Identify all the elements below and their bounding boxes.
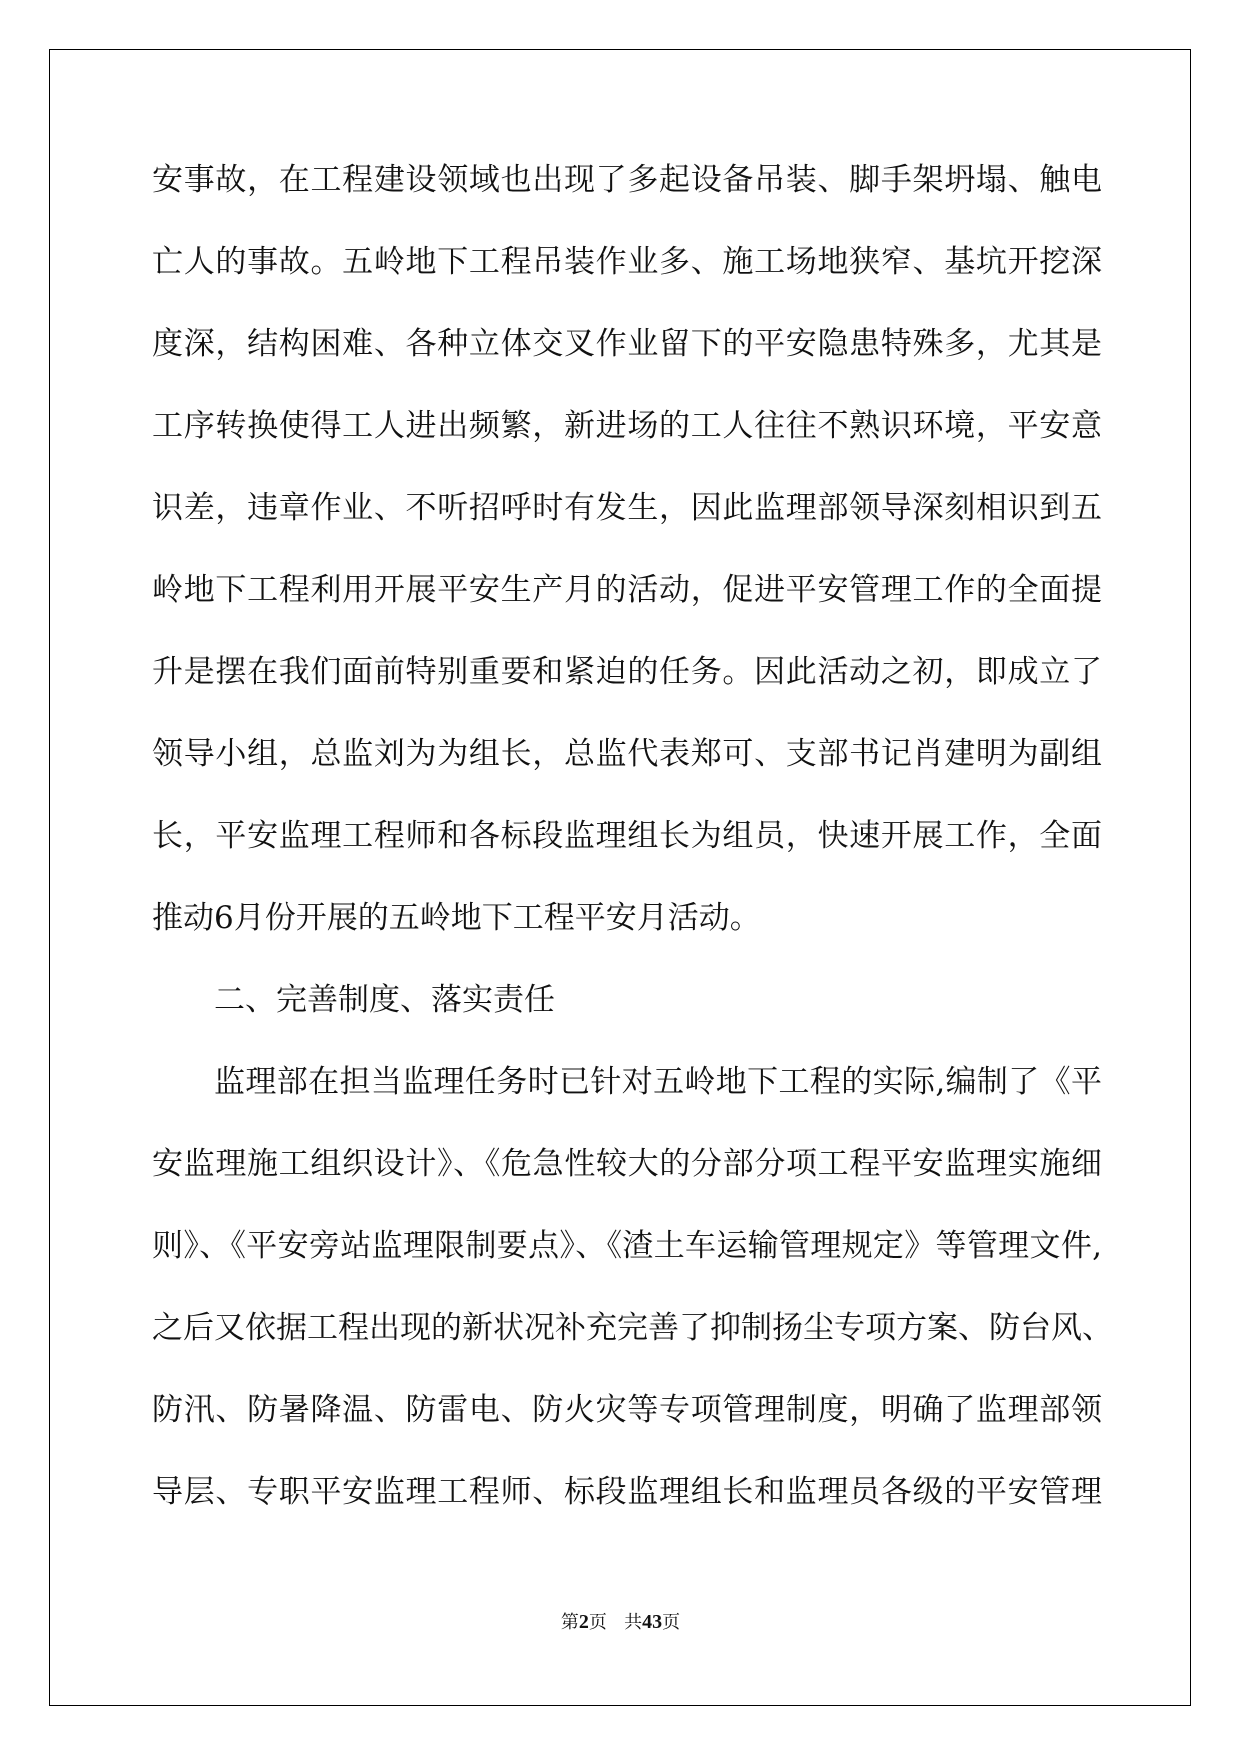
total-prefix: 共 <box>624 1612 643 1633</box>
body-line: 亡人的事故。五岭地下工程吊装作业多、施工场地狭窄、基坑开挖深 <box>152 244 1102 280</box>
body-line: 长，平安监理工程师和各标段监理组长为组员，快速开展工作，全面 <box>152 818 1102 854</box>
body-line: 防汛、防暑降温、防雷电、防火灾等专项管理制度，明确了监理部领 <box>152 1392 1102 1428</box>
section-heading: 二、完善制度、落实责任 <box>214 982 555 1018</box>
body-line: 导层、专职平安监理工程师、标段监理组长和监理员各级的平安管理 <box>152 1474 1102 1510</box>
body-line: 领导小组，总监刘为为组长，总监代表郑可、支部书记肖建明为副组 <box>152 736 1102 772</box>
body-line: 则》、《平安旁站监理限制要点》、《渣土车运输管理规定》等管理文件, <box>152 1228 1102 1264</box>
body-line: 岭地下工程利用开展平安生产月的活动，促进平安管理工作的全面提 <box>152 572 1102 608</box>
body-line: 度深，结构困难、各种立体交叉作业留下的平安隐患特殊多，尤其是 <box>152 326 1102 362</box>
page-prefix: 第 <box>560 1612 579 1633</box>
body-line: 之后又依据工程出现的新状况补充完善了抑制扬尘专项方案、防台风、 <box>152 1310 1113 1346</box>
page-number: 2 <box>578 1611 589 1633</box>
page-suffix: 页 <box>588 1612 607 1633</box>
total-suffix: 页 <box>662 1612 681 1633</box>
body-line: 监理部在担当监理任务时已针对五岭地下工程的实际,编制了《平 <box>214 1064 1102 1100</box>
body-line: 工序转换使得工人进出频繁，新进场的工人往往不熟识环境，平安意 <box>152 408 1102 444</box>
body-line: 安监理施工组织设计》、《危急性较大的分部分项工程平安监理实施细 <box>152 1146 1102 1182</box>
body-line: 升是摆在我们面前特别重要和紧迫的任务。因此活动之初，即成立了 <box>152 654 1102 690</box>
total-pages: 43 <box>642 1611 663 1633</box>
body-line: 安事故，在工程建设领域也出现了多起设备吊装、脚手架坍塌、触电 <box>152 162 1102 198</box>
body-line: 推动6月份开展的五岭地下工程平安月活动。 <box>152 900 761 936</box>
body-line: 识差，违章作业、不听招呼时有发生，因此监理部领导深刻相识到五 <box>152 490 1102 526</box>
document-body <box>152 162 1113 1558</box>
page-footer <box>0 1608 1241 1634</box>
